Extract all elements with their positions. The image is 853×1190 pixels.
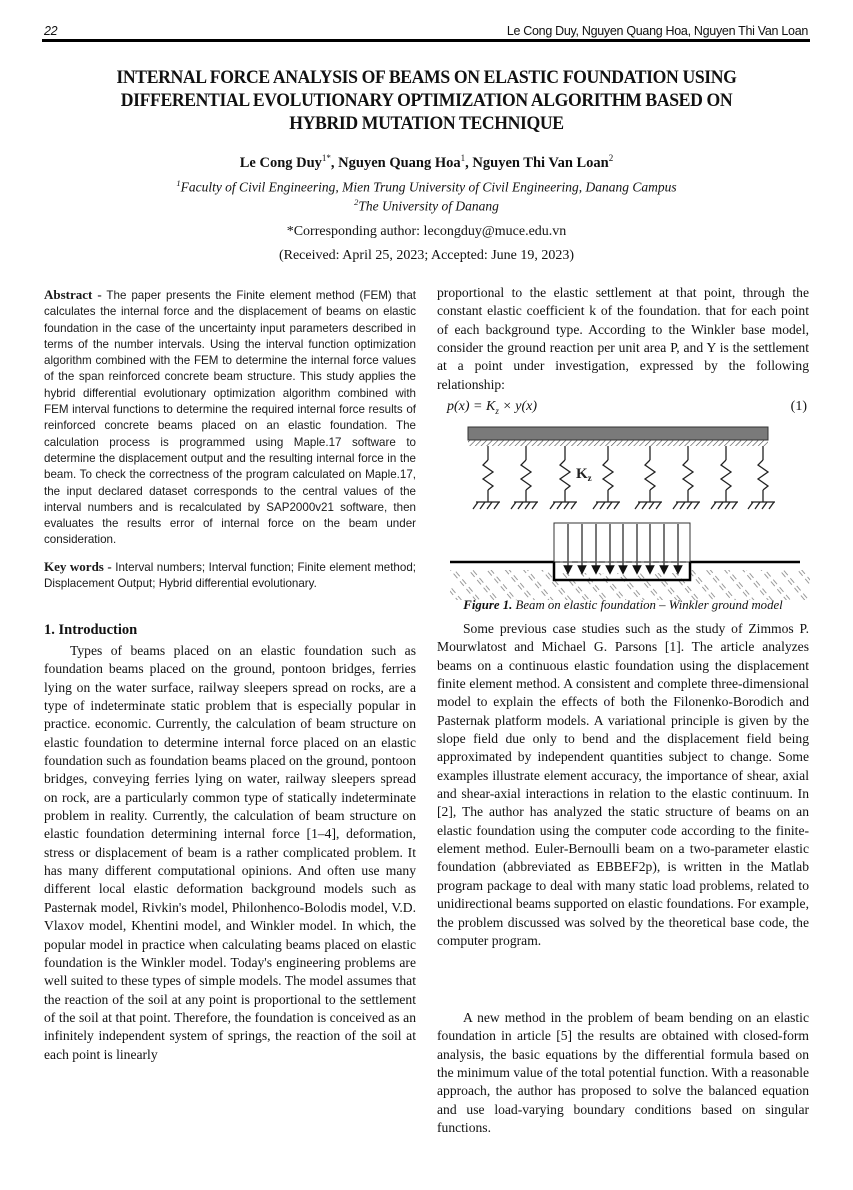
equation-rhs: × y(x) — [498, 399, 538, 414]
equation-number: (1) — [790, 399, 807, 414]
author-affiliation-mark: 1* — [321, 153, 331, 163]
intro-paragraph-3: A new method in the problem of beam bending on an elastic foundation in article [5] the results are obtained with closed-form analysis, the basic equations by the differential formula based on the minimum value of the total potential function. With a reasonable approach, the author has proposed to solve the balanced equation and use load-varying boundary conditions based on singular functions. — [437, 1010, 809, 1136]
keywords — [44, 559, 416, 593]
intro-paragraph-1: Types of beams placed on an elastic foundation such as foundation beams placed on the ground, pontoon bridges, ferries lying on the water surface, railway sleepers spread on rocks, are a type of indeterminate static problem that is especially popular in practice. economic. Currently, the calculation of beam structure on elastic foundation to determine internal force placed on an elastic foundation such as foundation beams placed on the ground, pontoon bridges, conveying ferries lying on water, railway sleepers spread on rock, are a particularly common type of statically indeterminate problem in reality. Currently, the calculation of beam structure on elastic foundation determining internal force [1–4], deformation, stress or displacement of beam is a rather complicated problem. It has many different computational opinions. And often use many different local elastic deformation background models such as Pasternak model, Rivkin's model, Philonhenco-Bolodis model, V.D. Vlaxov model, Khentini model, and Winkler model. In which, the popular model in practice when calculating beams placed on elastic foundation is the Winkler model. Today's engineering problems are well suited to these types of simple models. The model assumes that the reaction of the soil at any point is proportional to the settlement of the soil at that point. Therefore, the foundation is conceived as an infinitely independent system of springs, the reaction of the soil at each point is linearly — [44, 643, 416, 1062]
keywords-text: Interval numbers; Interval function; Finite element method; Displacement Output; Hybrid differential evolutionary. — [44, 560, 416, 591]
author-name: Nguyen Thi Van Loan — [472, 154, 609, 171]
figure-caption-text: Beam on elastic foundation – Winkler ground model — [512, 598, 783, 612]
equation-subscript: z — [495, 405, 499, 416]
affiliation-text: The University of Danang — [358, 198, 499, 214]
author-name: Nguyen Quang Hoa — [338, 154, 461, 171]
left-column-body — [44, 642, 416, 1064]
section-heading-introduction: 1. Introduction — [44, 622, 138, 638]
equation-lhs: p(x) = K — [447, 399, 496, 414]
paper-title — [48, 66, 804, 135]
abstract — [44, 287, 416, 549]
affiliation-1 — [0, 178, 853, 196]
intro-paragraph-1-continued: proportional to the elastic settlement at that point, through the constant elastic coefficient k of the foundation. that for each point of each background type. According to the Winkler base model, consider the ground reaction per unit area P, and Y is the settlement at a point under investigation, expressed by the following relationship: — [437, 285, 809, 392]
header-rule — [42, 39, 810, 42]
author-separator: , — [330, 154, 339, 171]
abstract-text: The paper presents the Finite element method (FEM) that calculates the internal force and the displacement of beams on elastic foundation in the case of the uncertainty input parameters described in terms of the number intervals. Using the interval function optimization algorithm combined with the FEM to determine the internal force values of the span reinforced concrete beam structure. This study applies the hybrid differential evolutionary optimization algorithm combined with FEM interval functions to determine the required internal force results of reinforced concrete beams placed on an elastic foundation. The calculation process is programmed using Maple.17 software to determine the displacement output and the resulting internal force in the beam. To check the correctness of the program calculated on Maple.17, the input declared dataset corresponds to the central values of the interval numbers and is recalculated by SAP2000v21 software, then evaluates the results error of internal force on the beam under consideration. — [44, 289, 416, 547]
beam-on-springs-diagram-icon — [450, 420, 810, 600]
title-line-1: INTERNAL FORCE ANALYSIS OF BEAMS ON ELASTIC FOUNDATION USING — [116, 67, 737, 88]
author-name: Le Cong Duy — [239, 154, 322, 171]
running-header — [42, 22, 810, 42]
right-column-body-2 — [437, 1009, 809, 1137]
abstract-block — [44, 287, 416, 592]
figure-1-caption — [437, 598, 809, 613]
page-number: 22 — [44, 24, 58, 38]
affiliation-text: Faculty of Civil Engineering, Mien Trung University of Civil Engineering, Danang Campus — [180, 179, 677, 195]
right-column-body — [437, 620, 809, 950]
intro-paragraph-2: Some previous case studies such as the study of Zimmos P. Mourwlatost and Michael G. Parsons [1]. The article analyzes beams on a continuous elastic foundation using the displacement finite element method. A consistent and complete three-dimensional model to explain the effects of both the Filonenko-Borodich and Pasternak platform models. A variational principle is given by the slope field due only to bend and the displacement field being approximated by independent quantities subject to change. Some examples illustrate element accuracy, the importance of shear, axial and shear-axial interactions in relation to the elastic continuum. In [2], The author has analyzed the static structure of beams on an elastic foundation using the computer code according to the finite-element method. Euler-Bernoulli beam on a two-parameter elastic foundation (abbreviated as EBBEF2p), is written in the Matlab program package to deal with many static load problems, related to unidirectional beams supported on elastic foundations. For example, the problem discussed was solved by the theoretical base code, the computer program. — [437, 621, 809, 948]
affiliation-mark: 2 — [354, 197, 359, 207]
affiliation-2 — [0, 197, 853, 215]
author-list — [0, 153, 853, 172]
right-column-continuation — [437, 284, 809, 394]
affiliation-mark: 1 — [176, 178, 181, 188]
author-affiliation-mark: 1 — [460, 153, 466, 163]
equation-1 — [447, 399, 809, 419]
received-dates: (Received: April 25, 2023; Accepted: June 19, 2023) — [278, 248, 575, 263]
author-affiliation-mark: 2 — [608, 153, 614, 163]
title-line-3: HYBRID MUTATION TECHNIQUE — [289, 113, 564, 134]
author-separator: , — [465, 154, 473, 171]
figure-label: Figure 1. — [463, 598, 513, 612]
running-authors: Le Cong Duy, Nguyen Quang Hoa, Nguyen Thi Van Loan — [506, 24, 808, 38]
abstract-label: Abstract - — [44, 287, 102, 302]
title-line-2: DIFFERENTIAL EVOLUTIONARY OPTIMIZATION ALGORITHM BASED ON — [120, 90, 733, 111]
figure-1-winkler-model — [450, 420, 810, 600]
spring-constant-label: $K_z$ — [576, 466, 592, 483]
corresponding-author: *Corresponding author: lecongduy@muce.edu.vn — [286, 224, 567, 239]
keywords-label: Key words - — [44, 558, 112, 574]
